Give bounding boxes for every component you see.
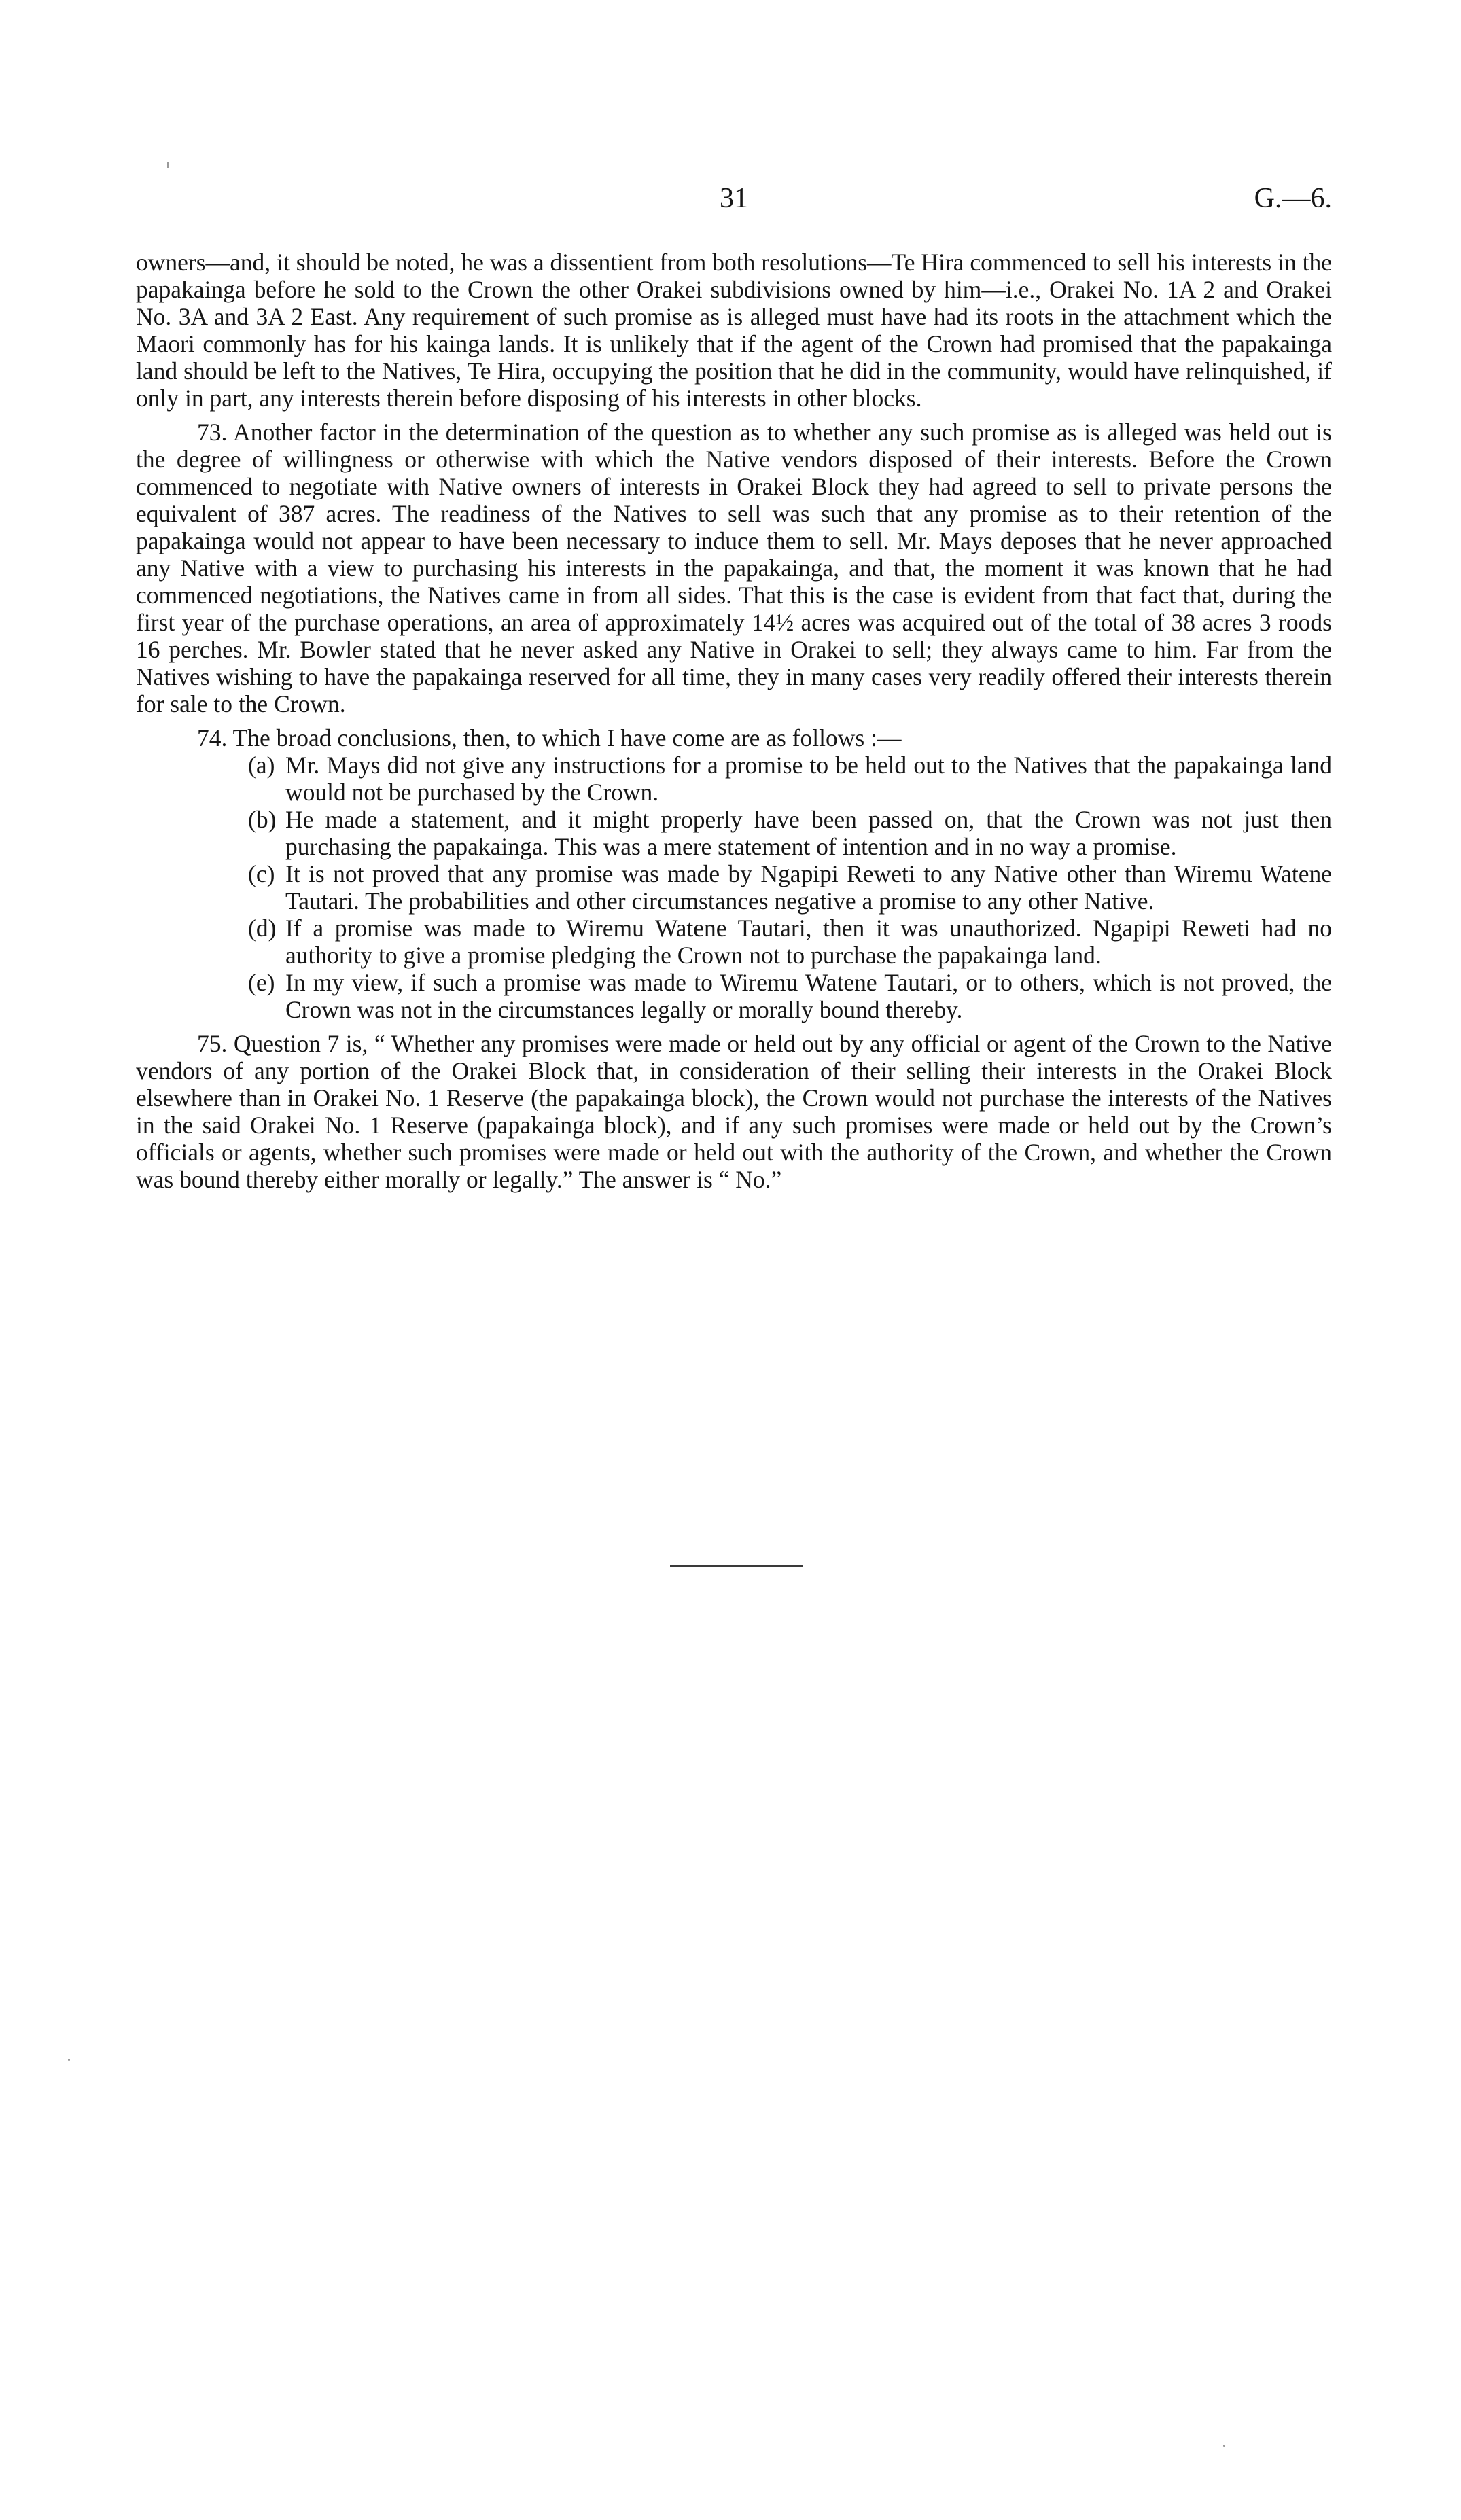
list-item-text: He made a statement, and it might properly have been passed on, that the Crown was not just then purchasing the papakainga. This was a mere statement of intention and in no way a promise.	[285, 806, 1332, 860]
body-text	[136, 249, 1332, 1193]
list-marker: (c)	[248, 860, 275, 887]
list-marker: (b)	[248, 806, 277, 833]
section-divider	[670, 1565, 803, 1567]
page-header	[136, 178, 1332, 219]
list-item	[136, 969, 1332, 1023]
list-item	[136, 806, 1332, 860]
paragraph-72-continuation: owners—and, it should be noted, he was a dissentient from both resolutions—Te Hira commenced to sell his interests in the papakainga before he sold to the Crown the other Orakei subdivisions owned by him—i.e., Orakei No. 1A 2 and Orakei No. 3A and 3A 2 East. Any requirement of such promise as is alleged must have had its roots in the attachment which the Maori commonly has for his kainga lands. It is unlikely that if the agent of the Crown had promised that the papakainga land should be left to the Natives, Te Hira, occupying the position that he did in the community, would have relinquished, if only in part, any interests therein before disposing of his interests in other blocks.	[136, 249, 1332, 412]
page-number: 31	[720, 183, 748, 214]
scan-speck	[167, 162, 169, 168]
paragraph-74-intro: 74. The broad conclusions, then, to which I have come are as follows :—	[197, 724, 902, 751]
list-item-text: In my view, if such a promise was made to Wiremu Watene Tautari, or to others, which is not proved, the Crown was not in the circumstances legally or morally bound thereby.	[285, 969, 1332, 1023]
document-reference: G.—6.	[1254, 183, 1332, 214]
list-marker: (e)	[248, 969, 275, 996]
scan-speck	[1223, 2445, 1225, 2447]
scan-speck	[68, 2059, 70, 2061]
list-item	[136, 915, 1332, 969]
list-marker: (a)	[248, 751, 275, 779]
paragraph-75: 75. Question 7 is, “ Whether any promises were made or held out by any official or agent of the Crown to the Native vendors of any portion of the Orakei Block that, in consideration of their selling their interests in the Orakei Block elsewhere than in Orakei No. 1 Reserve (the papakainga block), the Crown would not purchase the interests of the Natives in the said Orakei No. 1 Reserve (papakainga block), and if any such promises were made or held out by the Crown’s officials or agents, whether such promises were made or held out with the authority of the Crown, and whether the Crown was bound thereby either morally or legally.” The answer is “ No.”	[136, 1030, 1332, 1193]
list-marker: (d)	[248, 915, 277, 942]
list-item	[136, 860, 1332, 915]
list-item	[136, 751, 1332, 806]
paragraph-73: 73. Another factor in the determination of the question as to whether any such promise as is alleged was held out is the degree of willingness or otherwise with which the Native vendors disposed of their interests. Before the Crown commenced to negotiate with Native owners of interests in Orakei Block they had agreed to sell to private persons the equivalent of 387 acres. The readiness of the Natives to sell was such that any promise as to their retention of the papakainga would not appear to have been necessary to induce them to sell. Mr. Mays deposes that he never approached any Native with a view to purchasing his interests in the papakainga, and that, the moment it was known that he had commenced negotiations, the Natives came in from all sides. That this is the case is evident from that fact that, during the first year of the purchase operations, an area of approximately 14½ acres was acquired out of the total of 38 acres 3 roods 16 perches. Mr. Bowler stated that he never asked any Native in Orakei to sell; they always came to him. Far from the Natives wishing to have the papakainga reserved for all time, they in many cases very readily offered their interests therein for sale to the Crown.	[136, 419, 1332, 717]
conclusions-list	[136, 751, 1332, 1023]
list-item-text: If a promise was made to Wiremu Watene Tautari, then it was unauthorized. Ngapipi Reweti had no authority to give a promise pledging the Crown not to purchase the papakainga land.	[285, 915, 1332, 969]
list-item-text: Mr. Mays did not give any instructions for a promise to be held out to the Natives that the papakainga land would not be purchased by the Crown.	[285, 751, 1332, 806]
list-item-text: It is not proved that any promise was made by Ngapipi Reweti to any Native other than Wiremu Watene Tautari. The probabilities and other circumstances negative a promise to any other Native.	[285, 860, 1332, 915]
